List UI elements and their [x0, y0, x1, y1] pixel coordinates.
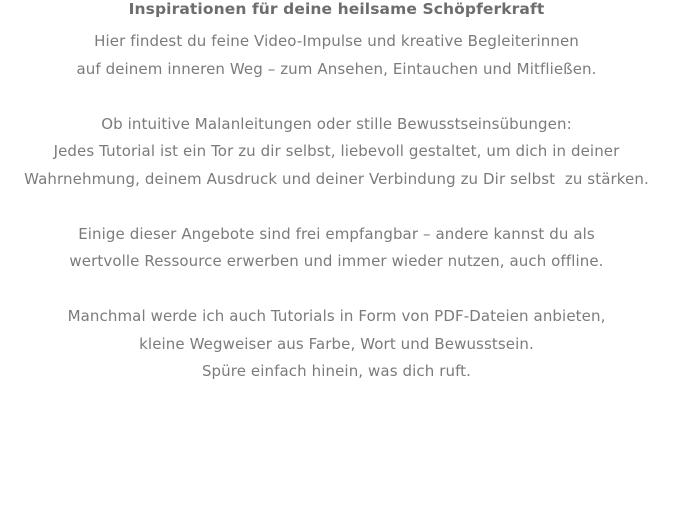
- page-title: Inspirationen für deine heilsame Schöpferkraft: [128, 0, 545, 18]
- text-line: Hier findest du feine Video-Impulse und kreative Begleiterinnen: [94, 32, 579, 50]
- pdf-paragraph: [0, 303, 673, 386]
- text-line: auf deinem inneren Weg – zum Ansehen, Eintauchen und Mitfließen.: [76, 59, 597, 78]
- text-line: Jedes Tutorial ist ein Tor zu dir selbst, liebevoll gestaltet, um dich in deiner: [53, 142, 620, 160]
- text-line: kleine Wegweiser aus Farbe, Wort und Bewusstsein.: [139, 334, 534, 353]
- intro-paragraph: [0, 28, 673, 83]
- text-line: Manchmal werde ich auch Tutorials in Form von PDF-Dateien anbieten,: [67, 307, 606, 325]
- tutorials-paragraph: [0, 111, 673, 194]
- text-line: wertvolle Ressource erwerben und immer wieder nutzen, auch offline.: [69, 252, 604, 270]
- offers-paragraph: [0, 221, 673, 276]
- text-line: Einige dieser Angebote sind frei empfangbar – andere kannst du als: [78, 224, 595, 243]
- text-line: Wahrnehmung, deinem Ausdruck und deiner Verbindung zu Dir selbst zu stärken.: [24, 169, 649, 188]
- text-line: Ob intuitive Malanleitungen oder stille Bewusstseinsübungen:: [101, 114, 572, 133]
- text-line: Spüre einfach hinein, was dich ruft.: [201, 362, 472, 380]
